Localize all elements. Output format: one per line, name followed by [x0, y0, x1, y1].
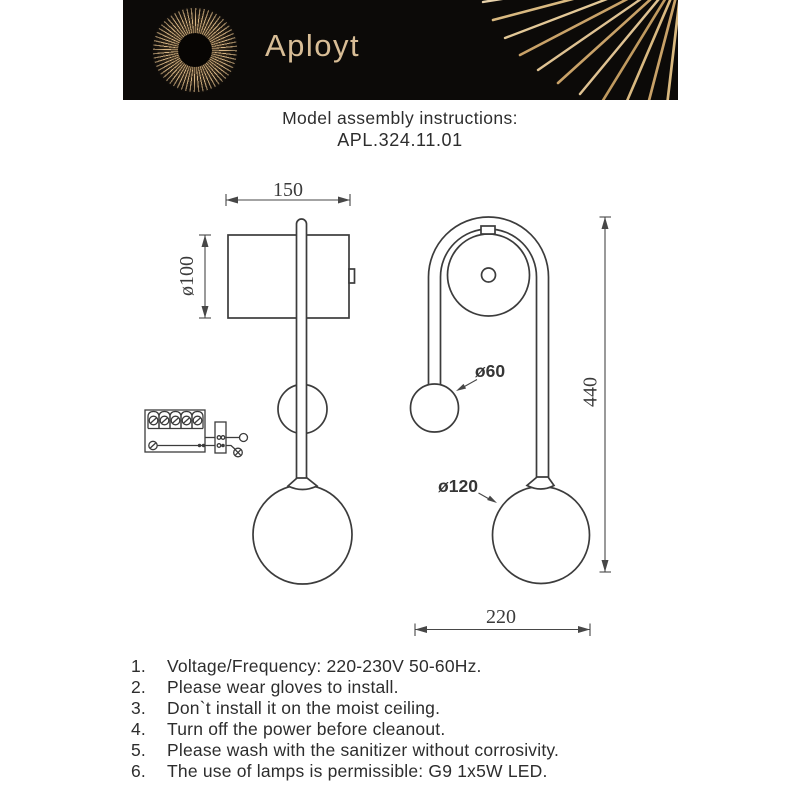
- set-screw-tab: [349, 269, 355, 283]
- item-text: Don`t install it on the moist ceiling.: [167, 698, 441, 719]
- socket-cone-side: [288, 478, 317, 490]
- mount-body-rect: [228, 235, 349, 318]
- dim-arrow: [202, 306, 209, 318]
- instruction-list: [131, 656, 691, 783]
- decor-ball-front: [411, 384, 459, 432]
- dim-440-label: 440: [579, 377, 602, 407]
- dim-60-label: ø60: [474, 361, 506, 381]
- label-globe-diameter: [438, 476, 497, 503]
- item-text: Please wash with the sanitizer without corrosivity.: [167, 740, 560, 761]
- glass-globe-side: [253, 485, 352, 584]
- front-view: [411, 217, 612, 636]
- model-number: APL.324.11.01: [337, 130, 463, 150]
- item-text: Please wear gloves to install.: [167, 677, 399, 698]
- page-title: Model assembly instructions:: [282, 108, 518, 128]
- wire-dot: [198, 444, 201, 447]
- dim-arrow: [202, 235, 209, 247]
- item-number: 1.: [131, 656, 146, 676]
- dim-total-width: [415, 606, 590, 636]
- dim-arrow: [415, 626, 427, 633]
- dim-arrow: [578, 626, 590, 633]
- item-number: 2.: [131, 677, 146, 698]
- leader-arrow: [487, 496, 497, 503]
- wire-dot: [202, 444, 205, 447]
- list-item: [131, 740, 691, 761]
- list-item: [131, 698, 691, 719]
- brand-name: Aployt: [265, 28, 361, 63]
- label-ball-diameter: [456, 361, 505, 391]
- dim-arrow: [602, 560, 609, 572]
- item-text: The use of lamps is permissible: G9 1x5W LED.: [167, 761, 548, 782]
- item-number: 6.: [131, 761, 146, 782]
- item-text: Turn off the power before cleanout.: [167, 719, 446, 740]
- list-item: [131, 761, 691, 782]
- dim-100-label: ø100: [176, 256, 198, 296]
- list-item: [131, 719, 691, 740]
- stem-rod: [297, 219, 307, 480]
- dim-arrow: [226, 197, 238, 204]
- disc-hub: [482, 268, 496, 282]
- item-number: 4.: [131, 719, 146, 740]
- dim-shade-width: [226, 179, 350, 206]
- wire-loop-end: [240, 434, 248, 442]
- dim-arrow: [602, 217, 609, 229]
- dim-220-label: 220: [486, 606, 516, 628]
- dim-arrow: [338, 197, 350, 204]
- item-number: 3.: [131, 698, 146, 719]
- item-text: Voltage/Frequency: 220-230V 50-60Hz.: [167, 656, 482, 676]
- item-number: 5.: [131, 740, 146, 761]
- cable-clip-rect: [481, 226, 495, 234]
- dim-120-label: ø120: [438, 476, 478, 496]
- leader-arrow: [456, 384, 466, 391]
- list-item: [131, 656, 691, 677]
- wiring-diagram: [145, 410, 248, 457]
- connector-contact: [221, 444, 225, 448]
- socket-cone-front: [527, 477, 554, 489]
- dim-150-label: 150: [273, 179, 303, 201]
- side-view: [176, 179, 355, 584]
- dim-mount-diameter: [176, 235, 211, 318]
- glass-globe-front: [493, 487, 590, 584]
- list-item: [131, 677, 691, 698]
